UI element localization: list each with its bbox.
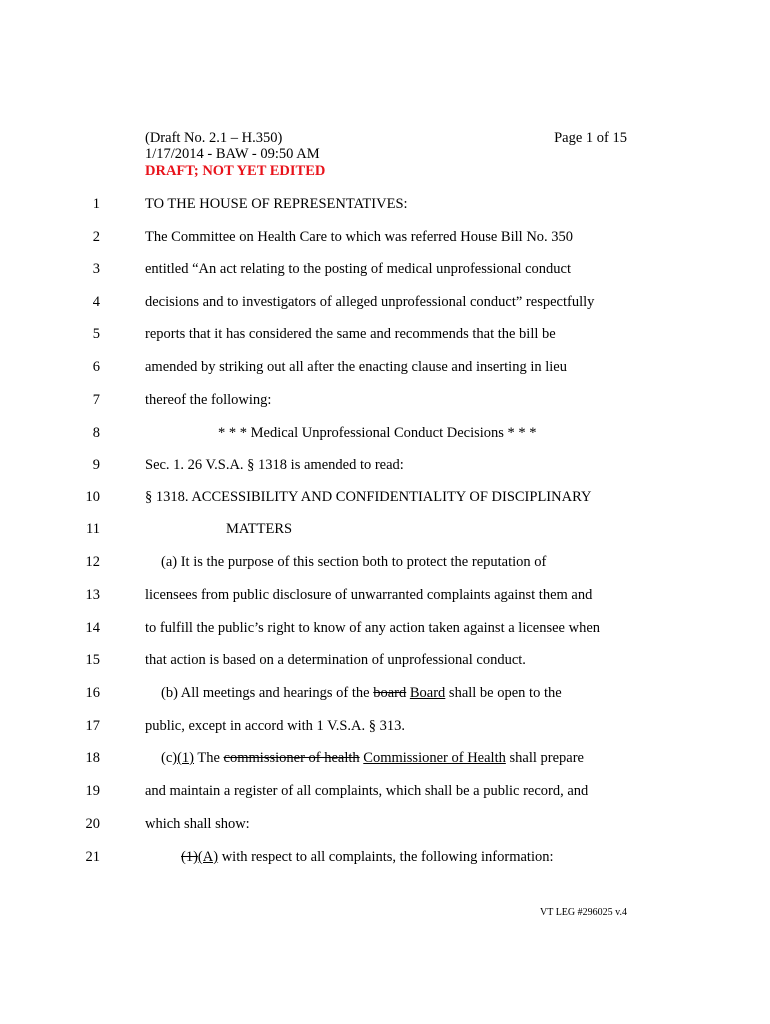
inserted-text: (1) bbox=[177, 750, 195, 766]
line-number: 12 bbox=[85, 554, 100, 570]
numbered-line bbox=[0, 716, 770, 736]
numbered-line bbox=[0, 683, 770, 703]
line-text: licensees from public disclosure of unwarranted complaints against them and bbox=[145, 587, 593, 603]
line-number: 17 bbox=[85, 718, 100, 734]
draft-datetime: 1/17/2014 - BAW - 09:50 AM bbox=[145, 146, 320, 162]
deleted-text: (1) bbox=[181, 849, 198, 865]
line-text: thereof the following: bbox=[145, 392, 272, 408]
line-number: 4 bbox=[92, 294, 100, 310]
line-text: The Committee on Health Care to which was referred House Bill No. 350 bbox=[145, 229, 574, 245]
deleted-text: commissioner of health bbox=[223, 750, 360, 766]
section-heading: * * * Medical Unprofessional Conduct Decisions * * * bbox=[218, 425, 537, 441]
line-text bbox=[181, 847, 554, 867]
inserted-text: (A) bbox=[197, 849, 219, 865]
numbered-line bbox=[0, 487, 770, 507]
numbered-line bbox=[0, 748, 770, 768]
numbered-line bbox=[0, 292, 770, 312]
line-text: § 1318. ACCESSIBILITY AND CONFIDENTIALITY OF DISCIPLINARY bbox=[145, 489, 592, 505]
numbered-line bbox=[0, 650, 770, 670]
line-number: 16 bbox=[85, 685, 100, 701]
line-text: reports that it has considered the same and recommends that the bill be bbox=[145, 326, 556, 342]
numbered-line bbox=[0, 357, 770, 377]
line-number: 6 bbox=[92, 359, 100, 375]
line-text: decisions and to investigators of alleged unprofessional conduct” respectfully bbox=[145, 294, 595, 310]
text-segment: shall be open to the bbox=[445, 685, 562, 701]
line-text: amended by striking out all after the enacting clause and inserting in lieu bbox=[145, 359, 567, 375]
line-text: (a) It is the purpose of this section both to protect the reputation of bbox=[161, 554, 547, 570]
line-number: 18 bbox=[85, 750, 100, 766]
numbered-line bbox=[0, 552, 770, 572]
draft-status: DRAFT; NOT YET EDITED bbox=[145, 163, 326, 179]
line-text: to fulfill the public’s right to know of any action taken against a licensee when bbox=[145, 620, 601, 636]
deleted-text: board bbox=[373, 685, 407, 701]
numbered-line bbox=[0, 227, 770, 247]
line-text: which shall show: bbox=[145, 816, 250, 832]
draft-number: (Draft No. 2.1 – H.350) bbox=[145, 130, 283, 146]
line-text: Sec. 1. 26 V.S.A. § 1318 is amended to read: bbox=[145, 457, 404, 473]
line-number: 11 bbox=[86, 521, 100, 537]
line-text: entitled “An act relating to the posting of medical unprofessional conduct bbox=[145, 261, 572, 277]
numbered-line bbox=[0, 519, 770, 539]
numbered-line bbox=[0, 390, 770, 410]
line-text bbox=[161, 683, 562, 703]
text-segment: (c) bbox=[161, 750, 178, 766]
inserted-text: Board bbox=[409, 685, 446, 701]
line-number: 10 bbox=[85, 489, 100, 505]
text-segment: (b) All meetings and hearings of the bbox=[161, 685, 374, 701]
numbered-line bbox=[0, 814, 770, 834]
text-segment: shall prepare bbox=[505, 750, 584, 766]
numbered-line bbox=[0, 423, 770, 443]
numbered-line bbox=[0, 259, 770, 279]
document-footer: VT LEG #296025 v.4 bbox=[540, 907, 627, 918]
line-number: 7 bbox=[92, 392, 100, 408]
line-number: 20 bbox=[85, 816, 100, 832]
line-number: 19 bbox=[85, 783, 100, 799]
line-number: 9 bbox=[92, 457, 100, 473]
line-number: 5 bbox=[92, 326, 100, 342]
line-number: 13 bbox=[85, 587, 100, 603]
line-number: 15 bbox=[85, 652, 100, 668]
line-text: MATTERS bbox=[226, 521, 293, 537]
line-number: 1 bbox=[92, 196, 100, 212]
numbered-line bbox=[0, 585, 770, 605]
line-number: 8 bbox=[92, 425, 100, 441]
text-segment: with respect to all complaints, the following information: bbox=[218, 849, 554, 865]
numbered-line bbox=[0, 455, 770, 475]
line-text: public, except in accord with 1 V.S.A. § 313. bbox=[145, 718, 406, 734]
line-number: 21 bbox=[85, 849, 100, 865]
line-text: TO THE HOUSE OF REPRESENTATIVES: bbox=[145, 196, 408, 212]
inserted-text: Commissioner of Health bbox=[363, 750, 506, 766]
numbered-line bbox=[0, 618, 770, 638]
numbered-line bbox=[0, 324, 770, 344]
line-text bbox=[161, 748, 584, 768]
numbered-line bbox=[0, 847, 770, 867]
numbered-line bbox=[0, 781, 770, 801]
numbered-line bbox=[0, 194, 770, 214]
line-number: 3 bbox=[92, 261, 100, 277]
line-text: and maintain a register of all complaints, which shall be a public record, and bbox=[145, 783, 589, 799]
text-segment: The bbox=[194, 750, 224, 766]
line-number: 2 bbox=[92, 229, 100, 245]
page-number: Page 1 of 15 bbox=[554, 130, 627, 146]
line-number: 14 bbox=[85, 620, 100, 636]
line-text: that action is based on a determination of unprofessional conduct. bbox=[145, 652, 526, 668]
